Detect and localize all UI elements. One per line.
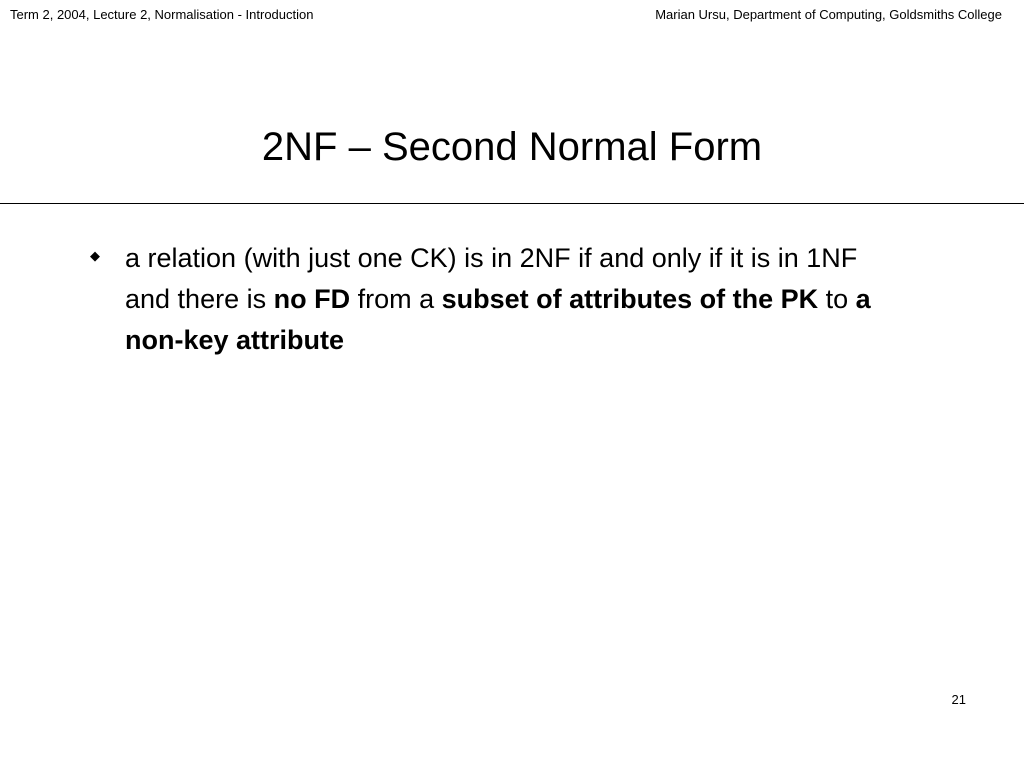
diamond-bullet-icon: ◆ <box>90 248 100 263</box>
header-course-info: Term 2, 2004, Lecture 2, Normalisation - Introduction <box>10 7 314 22</box>
bullet-segment-bold: subset of attributes of the PK <box>441 284 819 314</box>
page-number: 21 <box>951 692 966 707</box>
bullet-segment-bold: no FD <box>273 284 351 314</box>
bullet-item <box>88 238 888 361</box>
bullet-segment: from a <box>350 284 442 314</box>
bullet-segment-bold: a non-key attribute <box>125 284 871 355</box>
bullet-segment: to <box>818 284 856 314</box>
header-author-info: Marian Ursu, Department of Computing, Goldsmiths College <box>655 7 1002 22</box>
bullet-segment: a relation (with just one CK) is in 2NF if and only if it is in 1NF and there is <box>125 243 858 314</box>
title-divider <box>0 203 1024 204</box>
slide-title: 2NF – Second Normal Form <box>261 125 763 169</box>
bullet-text <box>125 243 871 355</box>
bullet-list <box>88 238 888 361</box>
